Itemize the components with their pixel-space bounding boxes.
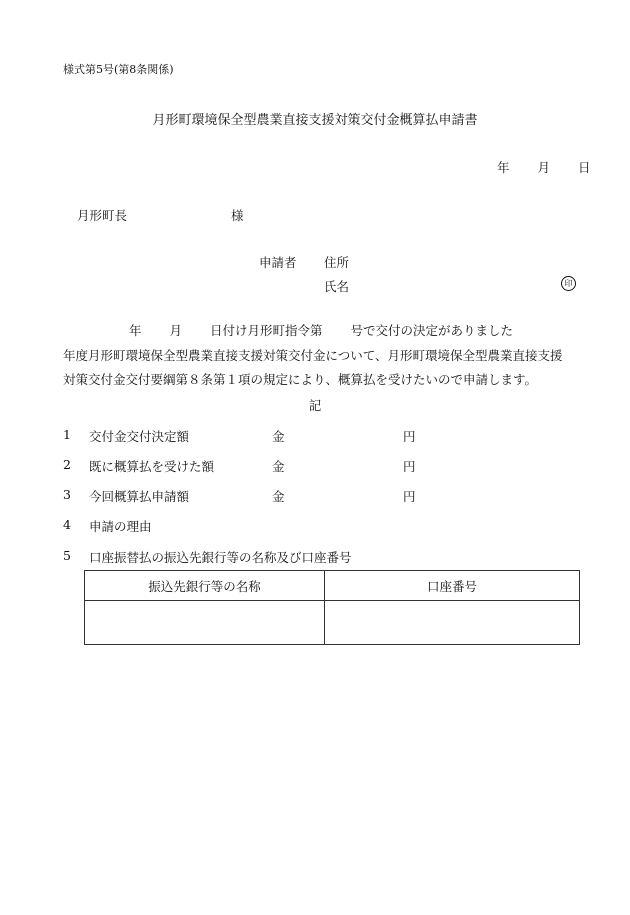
item-number: 4 xyxy=(63,517,71,532)
body-directive: 日付け月形町指令第 xyxy=(210,323,323,338)
form-number: 様式第5号(第8条関係) xyxy=(63,63,174,76)
addressee xyxy=(77,206,244,224)
body-year: 年 xyxy=(129,323,142,338)
item-label: 申請の理由 xyxy=(89,519,152,534)
item-yen: 円 xyxy=(403,429,416,444)
account-number-cell xyxy=(325,601,580,645)
item-number: 2 xyxy=(63,457,71,472)
body-paragraph xyxy=(63,323,588,397)
item-label: 口座振替払の振込先銀行等の名称及び口座番号 xyxy=(89,550,352,565)
body-line-1 xyxy=(63,323,588,348)
date-year: 年 xyxy=(497,160,510,175)
item-label: 交付金交付決定額 xyxy=(89,429,190,444)
document-title: 月形町環境保全型農業直接支援対策交付金概算払申請書 xyxy=(152,113,478,128)
body-line-3: 対策交付金交付要綱第８条第１項の規定により、概算払を受けたいので申請します。 xyxy=(63,372,538,387)
item-number: 1 xyxy=(63,427,71,442)
item-kin: 金 xyxy=(272,489,285,504)
seal-mark: 印 xyxy=(561,276,576,291)
ki-heading: 記 xyxy=(308,398,322,413)
item-number: 3 xyxy=(63,487,71,502)
bank-account-table xyxy=(84,570,580,645)
bank-name-header: 振込先銀行等の名称 xyxy=(85,571,325,601)
item-yen: 円 xyxy=(403,459,416,474)
bank-name-cell xyxy=(85,601,325,645)
account-number-header: 口座番号 xyxy=(325,571,580,601)
addressee-name: 月形町長 xyxy=(77,208,128,223)
item-number: 5 xyxy=(63,548,71,563)
table-row xyxy=(85,601,580,645)
item-kin: 金 xyxy=(272,459,285,474)
date-line xyxy=(497,158,591,176)
body-month: 月 xyxy=(169,323,183,338)
date-day: 日 xyxy=(578,160,591,175)
addressee-honorific: 様 xyxy=(231,208,244,223)
body-line-2: 年度月形町環境保全型農業直接支援対策交付金について、月形町環境保全型農業直接支援 xyxy=(63,347,563,363)
item-label: 既に概算払を受けた額 xyxy=(89,459,215,474)
name-label: 氏名 xyxy=(324,279,350,294)
date-month: 月 xyxy=(537,160,551,175)
table-header-row xyxy=(85,571,580,601)
address-label: 住所 xyxy=(324,255,350,270)
item-yen: 円 xyxy=(403,489,416,504)
body-decision: 号で交付の決定がありました xyxy=(350,323,514,338)
applicant-label: 申請者 xyxy=(259,255,297,270)
item-label: 今回概算払申請額 xyxy=(89,489,190,504)
item-kin: 金 xyxy=(272,429,285,444)
